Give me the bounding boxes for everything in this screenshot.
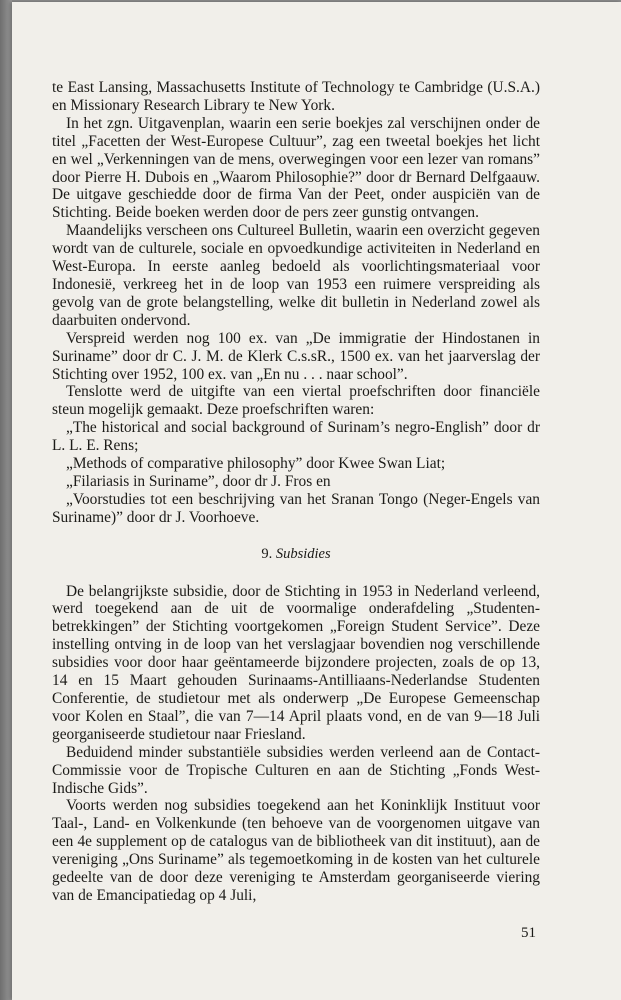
- page-body: [52, 79, 540, 905]
- paragraph: Voorts werden nog subsidies toegekend aan het Koninklijk Instituut voor Taal-, Land- en Volkenkunde (ten behoeve van de voorgenomen uitgave van een 4e supplement op de catalogus van de bibliotheek van dit instituut), aan de vereniging „Ons Suriname” als tegemoetkoming in de kosten van het culturele gedeelte van de door deze vereniging te Amsterdam georganiseerde viering van de Emancipatiedag op 4 Juli,: [52, 797, 540, 904]
- paragraph: De belangrijkste subsidie, door de Stichting in 1953 in Nederland verleend, werd toegekend aan de uit de voormalige onderafdeling „Studenten-betrekkingen” der Stichting voortgekomen „Foreign Student Service”. Deze instelling ontving in de loop van het verslagjaar bovendien nog verschillende subsidies voor door haar geëntameerde bijzondere projecten, zoals de op 13, 14 en 15 Maart gehouden Surinaams-Antilliaans-Nederlandse Studenten Conferentie, de studietour met als onderwerp „De Europese Gemeenschap voor Kolen en Staal”, die van 7—14 April plaats vond, en de van 9—18 Juli georganiseerde studietour naar Friesland.: [52, 582, 540, 743]
- paragraph: Maandelijks verscheen ons Cultureel Bulletin, waarin een overzicht gegeven wordt van de culturele, sociale en opvoedkundige activiteiten in Nederland en West-Europa. In eerste aanleg bedoeld als voorlichtingsmateriaal voor Indonesië, verkreeg het in de loop van 1953 een ruimere verspreiding als gevolg van de grote belangstelling, welke dit bulletin in Nederland zowel als daarbuiten ondervond.: [52, 222, 540, 329]
- paragraph: Beduidend minder substantiële subsidies werden verleend aan de Contact-Commissie voor de Tropische Culturen en aan de Stichting „Fonds West-Indische Gids”.: [52, 743, 540, 797]
- paragraph: In het zgn. Uitgavenplan, waarin een serie boekjes zal verschijnen onder de titel „Facetten der West-Europese Cultuur”, zag een tweetal boekjes het licht en wel „Verkenningen van de mens, overwegingen voor een lezer van romans” door Pierre H. Dubois en „Waarom Philosophie?” door dr Bernard Delfgaauw. De uitgave geschiedde door de firma Van der Peet, onder auspiciën van de Stichting. Beide boeken werden door de pers zeer gunstig ontvangen.: [52, 114, 540, 222]
- section-heading: [52, 546, 540, 564]
- thesis-item: „Methods of comparative philosophy” door Kwee Swan Liat;: [66, 455, 446, 473]
- paragraph: te East Lansing, Massachusetts Institute of Technology te Cambridge (U.S.A.) en Missionary Research Library te New York.: [52, 79, 540, 114]
- paragraph: Tenslotte werd de uitgifte van een viertal proefschriften door financiële steun mogelijk gemaakt. Deze proefschriften waren:: [52, 383, 540, 419]
- section-number: 9.: [261, 545, 273, 562]
- paragraph: Verspreid werden nog 100 ex. van „De immigratie der Hindostanen in Suriname” door dr C. J. M. de Klerk C.s.sR., 1500 ex. van het jaarverslag der Stichting over 1952, 100 ex. van „En nu . . . naar school”.: [52, 329, 540, 383]
- book-spine: [0, 0, 12, 1000]
- page-number: 51: [521, 925, 536, 941]
- thesis-item: „Filariasis in Suriname”, door dr J. Fros en: [66, 472, 331, 490]
- section-title: Subsidies: [275, 545, 331, 562]
- thesis-item: „Voorstudies tot een beschrijving van het Sranan Tongo (Neger-Engels van Suriname)” door dr J. Voorhoeve.: [52, 490, 540, 526]
- thesis-item: „The historical and social background of Surinam’s negro-English” door dr L. L. E. Rens;: [52, 419, 540, 455]
